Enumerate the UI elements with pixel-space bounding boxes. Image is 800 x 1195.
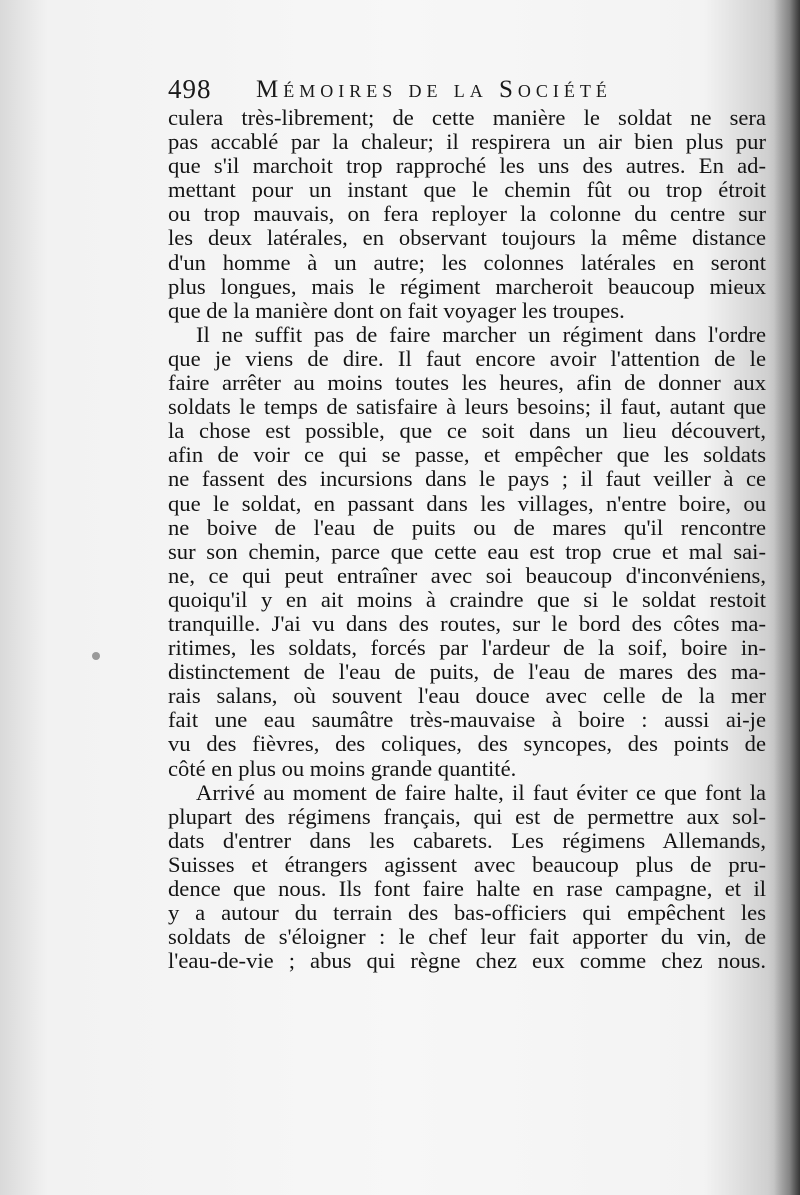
ink-spot: [92, 652, 100, 660]
text-line: Arrivé au moment de faire halte, il faut éviter ce que font la: [196, 779, 766, 805]
page-number: 498: [168, 74, 212, 104]
body-text: [168, 106, 766, 973]
text-line: afin de voir ce qui se passe, et empêcher que les soldats: [168, 442, 766, 468]
text-line: ne boive de l'eau de puits ou de mares qu'il rencontre: [168, 514, 766, 540]
text-line: la chose est possible, que ce soit dans un lieu découvert,: [168, 418, 766, 444]
text-line: quoiqu'il y en ait moins à craindre que si le soldat restoit: [168, 586, 766, 612]
text-line: ou trop mauvais, on fera reployer la colonne du centre sur: [168, 201, 766, 227]
text-line: fait une eau saumâtre très-mauvaise à boire : aussi ai-je: [168, 707, 766, 733]
text-line: d'un homme à un autre; les colonnes latérales en seront: [168, 249, 766, 275]
text-line: les deux latérales, en observant toujours la même distance: [168, 225, 766, 251]
running-head: Mémoires de la Société: [256, 76, 612, 103]
text-line: dats d'entrer dans les cabarets. Les régimens Allemands,: [168, 827, 766, 853]
text-line: ritimes, les soldats, forcés par l'ardeur de la soif, boire in-: [168, 635, 766, 661]
text-line: dence que nous. Ils font faire halte en rase campagne, et il: [168, 876, 766, 901]
text-line: distinctement de l'eau de puits, de l'eau de mares des ma-: [168, 659, 766, 685]
text-line: ne, ce qui peut entraîner avec soi beaucoup d'inconvéniens,: [168, 562, 766, 588]
text-line: soldats de s'éloigner : le chef leur fait apporter du vin, de: [168, 924, 766, 950]
text-line: soldats le temps de satisfaire à leurs besoins; il faut, autant que: [168, 394, 766, 420]
text-line: mettant pour un instant que le chemin fût ou trop étroit: [168, 177, 766, 203]
text-line: que le soldat, en passant dans les villages, n'entre boire, ou: [168, 490, 766, 516]
text-line: plupart des régimens français, qui est de permettre aux sol-: [168, 803, 766, 829]
text-line: y a autour du terrain des bas-officiers qui empêchent les: [168, 900, 766, 926]
text-line: que je viens de dire. Il faut encore avoir l'attention de le: [168, 345, 766, 371]
text-line: côté en plus ou moins grande quantité.: [168, 755, 517, 781]
text-line: culera très-librement; de cette manière le soldat ne sera: [168, 105, 766, 130]
page-gutter-shadow: [774, 0, 800, 1195]
text-line: Il ne suffit pas de faire marcher un régiment dans l'ordre: [196, 321, 766, 347]
text-line: l'eau-de-vie ; abus qui règne chez eux comme chez nous.: [168, 948, 766, 974]
text-line: plus longues, mais le régiment marcheroit beaucoup mieux: [168, 273, 766, 299]
text-line: faire arrêter au moins toutes les heures, afin de donner aux: [168, 370, 766, 396]
text-line: que de la manière dont on fait voyager les troupes.: [168, 297, 625, 323]
text-line: tranquille. J'ai vu dans des routes, sur le bord des côtes ma-: [168, 610, 766, 636]
text-line: pas accablé par la chaleur; il respirera un air bien plus pur: [168, 129, 766, 155]
text-line: vu des fièvres, des coliques, des syncopes, des points de: [168, 731, 766, 757]
text-line: rais salans, où souvent l'eau douce avec celle de la mer: [168, 683, 766, 709]
text-line: ne fassent des incursions dans le pays ; il faut veiller à ce: [168, 466, 766, 492]
text-line: que s'il marchoit trop rapproché les uns des autres. En ad-: [168, 153, 766, 179]
text-line: sur son chemin, parce que cette eau est trop crue et mal sai-: [168, 538, 766, 564]
text-line: Suisses et étrangers agissent avec beaucoup plus de pru-: [168, 851, 766, 877]
